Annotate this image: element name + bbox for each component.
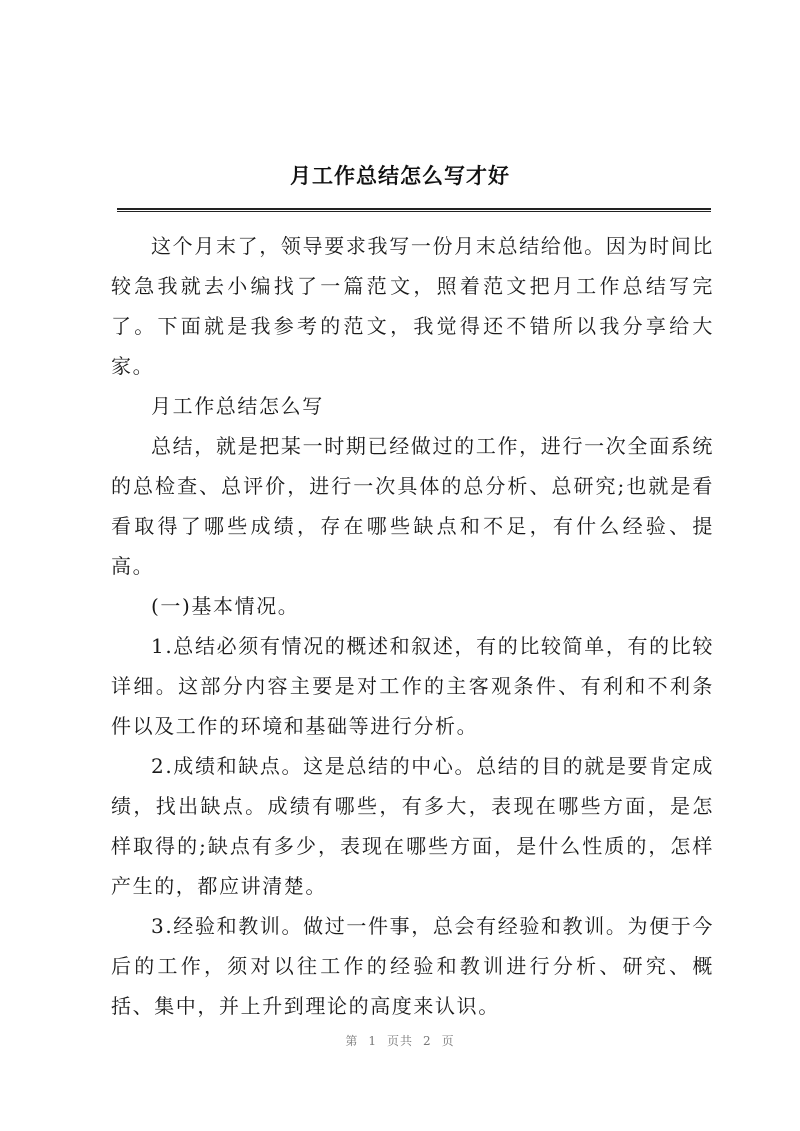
paragraph-item-3: 3.经验和教训。做过一件事，总会有经验和教训。为便于今后的工作，须对以往工作的经验和教训进行分析、研究、概括、集中，并上升到理论的高度来认识。 (111, 914, 714, 1018)
document-body (111, 226, 714, 1026)
paragraph-subheading: 月工作总结怎么写 (151, 394, 324, 418)
paragraph-item-1: 1.总结必须有情况的概述和叙述，有的比较简单，有的比较详细。这部分内容主要是对工作的主客观条件、有利和不利条件以及工作的环境和基础等进行分析。 (111, 634, 714, 738)
paragraph-item-2: 2.成绩和缺点。这是总结的中心。总结的目的就是要肯定成绩，找出缺点。成绩有哪些，有多大，表现在哪些方面，是怎样取得的;缺点有多少，表现在哪些方面，是什么性质的，怎样产生的，都应讲清楚。 (111, 754, 714, 898)
footer-suffix: 页 (441, 1034, 455, 1048)
paragraph-definition: 总结，就是把某一时期已经做过的工作，进行一次全面系统的总检查、总评价，进行一次具体的总分析、总研究;也就是看看取得了哪些成绩，存在哪些缺点和不足，有什么经验、提高。 (111, 434, 714, 578)
paragraph-section-heading: (一)基本情况。 (151, 594, 300, 618)
footer-total-pages: 2 (423, 1034, 432, 1048)
title-divider (117, 208, 711, 212)
footer-prefix: 第 (345, 1034, 359, 1048)
footer-middle: 页共 (386, 1034, 413, 1048)
document-title: 月工作总结怎么写才好 (290, 164, 510, 188)
page-footer (0, 1032, 800, 1049)
paragraph-intro: 这个月末了，领导要求我写一份月末总结给他。因为时间比较急我就去小编找了一篇范文，照着范文把月工作总结写完了。下面就是我参考的范文，我觉得还不错所以我分享给大家。 (111, 234, 714, 378)
footer-current-page: 1 (368, 1034, 377, 1048)
